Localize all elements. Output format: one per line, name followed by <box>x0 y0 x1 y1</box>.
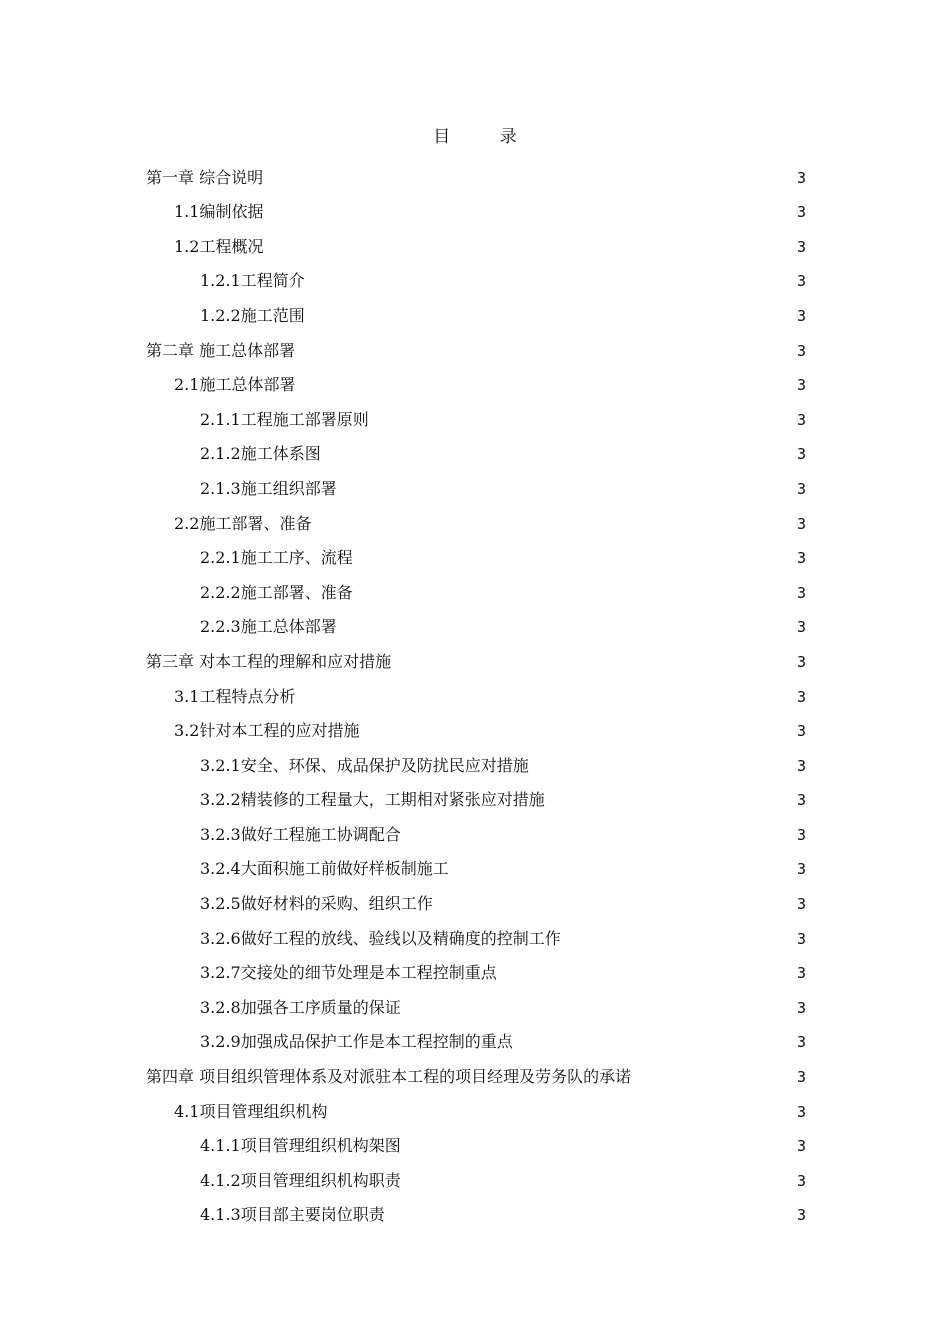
toc-entry[interactable] <box>146 743 806 778</box>
toc-dot-leader <box>314 516 793 536</box>
toc-entry[interactable] <box>146 951 806 986</box>
toc-entry[interactable] <box>146 328 806 363</box>
toc-entry[interactable] <box>146 709 806 744</box>
toc-entry[interactable] <box>146 293 806 328</box>
toc-dot-leader <box>356 550 793 570</box>
toc-dot-leader <box>436 896 793 916</box>
toc-entry-text: 3.2.4大面积施工前做好样板制施工 <box>200 859 449 879</box>
toc-entry-text: 4.1.2项目管理组织机构职责 <box>200 1170 401 1190</box>
toc-page-number: 3 <box>796 376 806 395</box>
toc-dot-leader <box>266 239 793 259</box>
toc-entry[interactable] <box>146 570 806 605</box>
toc-dot-leader <box>308 273 793 293</box>
toc-entry[interactable] <box>146 1054 806 1089</box>
toc-entry[interactable] <box>146 639 806 674</box>
toc-page-number: 3 <box>796 1033 806 1052</box>
toc-dot-leader <box>452 861 793 881</box>
toc-entry-text: 3.2.7交接处的细节处理是本工程控制重点 <box>200 963 497 983</box>
toc-dot-leader <box>404 1000 793 1020</box>
toc-page-number: 3 <box>796 895 806 914</box>
toc-dot-leader <box>340 619 793 639</box>
toc-dot-leader <box>372 412 793 432</box>
toc-page-number: 3 <box>796 514 806 533</box>
toc-entry-text: 3.2.9加强成品保护工作是本工程控制的重点 <box>200 1032 513 1052</box>
toc-dot-leader <box>340 481 793 501</box>
toc-page-number: 3 <box>796 168 806 187</box>
toc-entry-text: 3.2.5做好材料的采购、组织工作 <box>200 894 433 914</box>
toc-dot-leader <box>308 308 793 328</box>
toc-entry[interactable] <box>146 1193 806 1228</box>
toc-page-number: 3 <box>796 272 806 291</box>
toc-dot-leader <box>634 1069 793 1089</box>
toc-entry[interactable] <box>146 985 806 1020</box>
toc-entry[interactable] <box>146 1089 806 1124</box>
toc-page-number: 3 <box>796 1171 806 1190</box>
toc-entry[interactable] <box>146 847 806 882</box>
toc-entry[interactable] <box>146 190 806 225</box>
toc-page-number: 3 <box>796 998 806 1017</box>
toc-page-number: 3 <box>796 860 806 879</box>
toc-entry[interactable] <box>146 501 806 536</box>
toc-page-number: 3 <box>796 1206 806 1225</box>
toc-dot-leader <box>324 446 793 466</box>
toc-page-number: 3 <box>796 410 806 429</box>
toc-entry-text: 3.2.2精装修的工程量大，工期相对紧张应对措施 <box>200 790 545 810</box>
toc-dot-leader <box>394 654 793 674</box>
toc-page-number: 3 <box>796 618 806 637</box>
toc-page-number: 3 <box>796 341 806 360</box>
toc-page-number: 3 <box>796 583 806 602</box>
toc-entry-text: 4.1.3项目部主要岗位职责 <box>200 1205 385 1225</box>
toc-dot-leader <box>388 1207 793 1227</box>
toc-entry-text: 2.1.3施工组织部署 <box>200 478 337 498</box>
toc-entry[interactable] <box>146 674 806 709</box>
toc-entry-text: 第一章 综合说明 <box>146 167 264 187</box>
toc-page-number: 3 <box>796 791 806 810</box>
toc-entry-text: 3.2.8加强各工序质量的保证 <box>200 997 401 1017</box>
toc-entry-text: 4.1项目管理组织机构 <box>174 1101 328 1121</box>
toc-entry[interactable] <box>146 778 806 813</box>
toc-entry[interactable] <box>146 1020 806 1055</box>
toc-dot-leader <box>362 723 793 743</box>
toc-dot-leader <box>404 1173 793 1193</box>
toc-entry-text: 1.1编制依据 <box>174 202 264 222</box>
toc-entry[interactable] <box>146 397 806 432</box>
toc-entry[interactable] <box>146 224 806 259</box>
toc-dot-leader <box>298 377 793 397</box>
toc-entry[interactable] <box>146 536 806 571</box>
toc-page-number: 3 <box>796 825 806 844</box>
toc-page-number: 3 <box>796 445 806 464</box>
toc-page-number: 3 <box>796 203 806 222</box>
toc-entry-text: 3.2.6做好工程的放线、验线以及精确度的控制工作 <box>200 928 561 948</box>
toc-entry-text: 3.2.1安全、环保、成品保护及防扰民应对措施 <box>200 755 529 775</box>
toc-entry-text: 第三章 对本工程的理解和应对措施 <box>146 651 392 671</box>
toc-entry[interactable] <box>146 881 806 916</box>
toc-dot-leader <box>266 204 793 224</box>
toc-entry[interactable] <box>146 363 806 398</box>
toc-page-number: 3 <box>796 687 806 706</box>
toc-entry-text: 第四章 项目组织管理体系及对派驻本工程的项目经理及劳务队的承诺 <box>146 1067 632 1087</box>
toc-page-number: 3 <box>796 756 806 775</box>
toc-dot-leader <box>330 1104 793 1124</box>
toc-dot-leader <box>548 792 793 812</box>
toc-title: 目 录 <box>433 127 539 147</box>
toc-entry-text: 2.1.2施工体系图 <box>200 444 321 464</box>
toc-dot-leader <box>500 965 793 985</box>
toc-entry-text: 2.2.3施工总体部署 <box>200 617 337 637</box>
toc-entry-text: 第二章 施工总体部署 <box>146 340 296 360</box>
toc-dot-leader <box>564 931 793 951</box>
toc-dot-leader <box>404 1138 793 1158</box>
toc-entry-text: 2.1施工总体部署 <box>174 375 296 395</box>
toc-entry-text: 2.2.2施工部署、准备 <box>200 582 353 602</box>
toc-page-number: 3 <box>796 929 806 948</box>
toc-page-number: 3 <box>796 1102 806 1121</box>
toc-page-number: 3 <box>796 1068 806 1087</box>
toc-entry-text: 3.1工程特点分析 <box>174 686 296 706</box>
toc-dot-leader <box>266 170 793 190</box>
toc-entry-text: 1.2.1工程简介 <box>200 271 305 291</box>
toc-page-number: 3 <box>796 652 806 671</box>
toc-dot-leader <box>532 758 793 778</box>
toc-entry-text: 2.2施工部署、准备 <box>174 513 312 533</box>
toc-entry[interactable] <box>146 466 806 501</box>
toc-entry[interactable] <box>146 605 806 640</box>
toc-entry[interactable] <box>146 432 806 467</box>
toc-page-number: 3 <box>796 964 806 983</box>
toc-list <box>146 155 806 1227</box>
toc-dot-leader <box>516 1034 793 1054</box>
toc-entry-text: 3.2.3做好工程施工协调配合 <box>200 824 401 844</box>
toc-entry-text: 1.2工程概况 <box>174 236 264 256</box>
toc-entry[interactable] <box>146 155 806 190</box>
toc-entry[interactable] <box>146 1124 806 1159</box>
toc-dot-leader <box>298 343 793 363</box>
toc-entry-text: 1.2.2施工范围 <box>200 305 305 325</box>
toc-page-number: 3 <box>796 549 806 568</box>
toc-entry[interactable] <box>146 1158 806 1193</box>
toc-entry-text: 2.2.1施工工序、流程 <box>200 548 353 568</box>
toc-page-number: 3 <box>796 237 806 256</box>
toc-entry[interactable] <box>146 916 806 951</box>
toc-dot-leader <box>356 585 793 605</box>
toc-page-number: 3 <box>796 306 806 325</box>
toc-page-number: 3 <box>796 1137 806 1156</box>
toc-entry[interactable] <box>146 812 806 847</box>
toc-page-number: 3 <box>796 479 806 498</box>
toc-entry-text: 4.1.1项目管理组织机构架图 <box>200 1136 401 1156</box>
toc-entry-text: 3.2针对本工程的应对措施 <box>174 721 360 741</box>
toc-dot-leader <box>298 689 793 709</box>
toc-entry-text: 2.1.1工程施工部署原则 <box>200 409 369 429</box>
toc-entry[interactable] <box>146 259 806 294</box>
toc-dot-leader <box>404 827 793 847</box>
toc-page-number: 3 <box>796 722 806 741</box>
